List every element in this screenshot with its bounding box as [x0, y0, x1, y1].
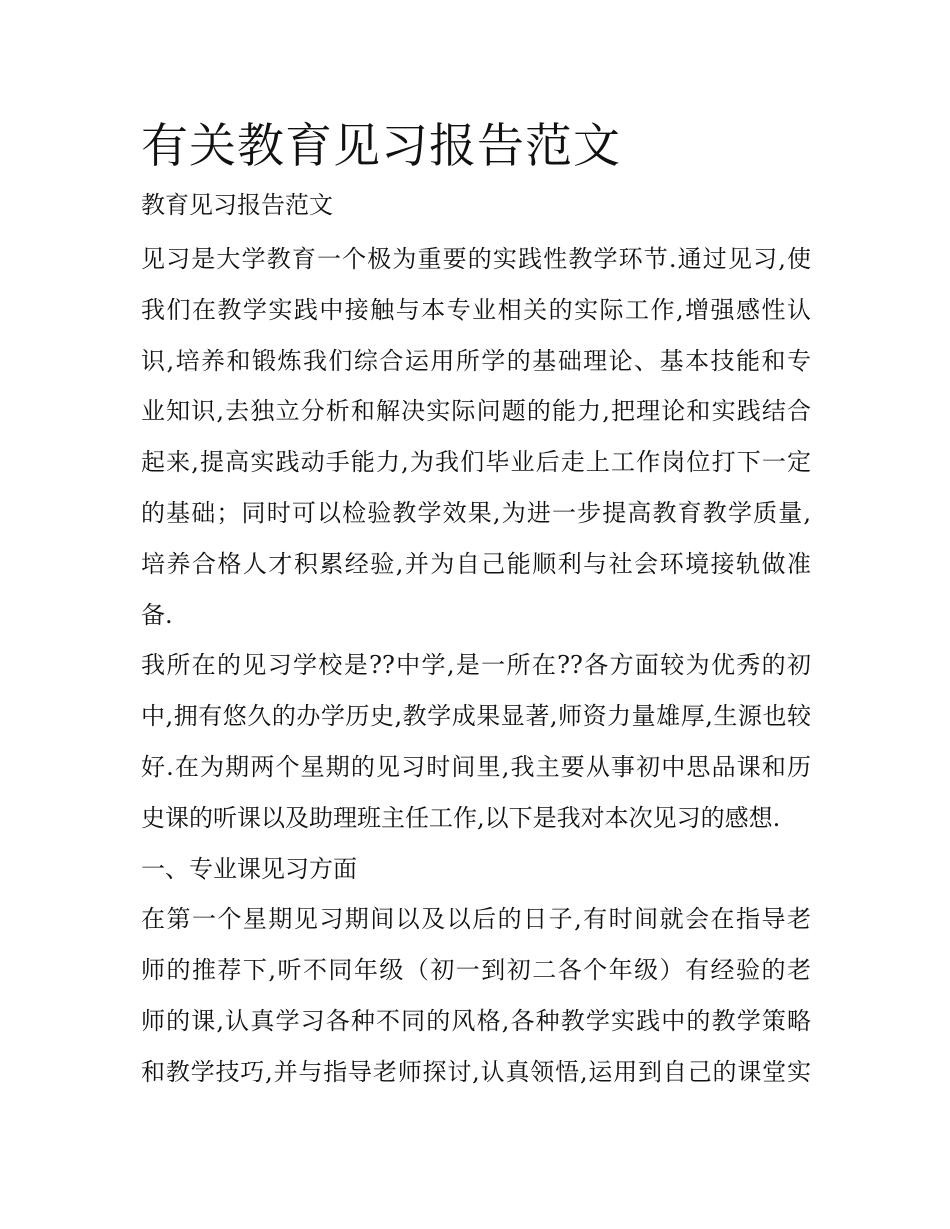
- section-heading: 一、专业课见习方面: [141, 854, 357, 883]
- paragraph-line: 中,拥有悠久的办学历史,教学成果显著,师资力量雄厚,生源也较: [141, 702, 811, 731]
- paragraph-line: 我所在的见习学校是??中学,是一所在??各方面较为优秀的初: [141, 651, 811, 680]
- paragraph-school: [141, 640, 811, 843]
- paragraph-line: 师的推荐下,听不同年级（初一到初二各个年级）有经验的老: [141, 956, 811, 985]
- paragraph-intro: [141, 234, 811, 640]
- paragraph-line: 业知识,去独立分析和解决实际问题的能力,把理论和实践结合: [141, 397, 811, 426]
- paragraph-line: 史课的听课以及助理班主任工作,以下是我对本次见习的感想.: [141, 803, 781, 832]
- paragraph-line: 备.: [141, 600, 173, 629]
- paragraph-line: 好.在为期两个星期的见习时间里,我主要从事初中思品课和历: [141, 752, 811, 781]
- document-page: [141, 112, 811, 1098]
- paragraph-line: 的基础；同时可以检验教学效果,为进一步提高教育教学质量,: [141, 498, 811, 527]
- document-title: 有关教育见习报告范文: [141, 119, 621, 174]
- paragraph-line: 见习是大学教育一个极为重要的实践性教学环节.通过见习,使: [141, 245, 811, 273]
- paragraph-line: 师的课,认真学习各种不同的风格,各种教学实践中的教学策略: [141, 1006, 811, 1035]
- document-subtitle: 教育见习报告范文: [141, 191, 333, 219]
- paragraph-line: 我们在教学实践中接触与本专业相关的实际工作,增强感性认: [141, 295, 811, 324]
- paragraph-line: 识,培养和锻炼我们综合运用所学的基础理论、基本技能和专: [141, 346, 811, 375]
- paragraph-observation: [141, 894, 811, 1097]
- paragraph-line: 起来,提高实践动手能力,为我们毕业后走上工作岗位打下一定: [141, 448, 811, 477]
- paragraph-line: 和教学技巧,并与指导老师探讨,认真领悟,运用到自己的课堂实: [141, 1057, 811, 1086]
- paragraph-line: 培养合格人才积累经验,并为自己能顺利与社会环境接轨做准: [141, 549, 811, 578]
- paragraph-line: 在第一个星期见习期间以及以后的日子,有时间就会在指导老: [141, 905, 811, 934]
